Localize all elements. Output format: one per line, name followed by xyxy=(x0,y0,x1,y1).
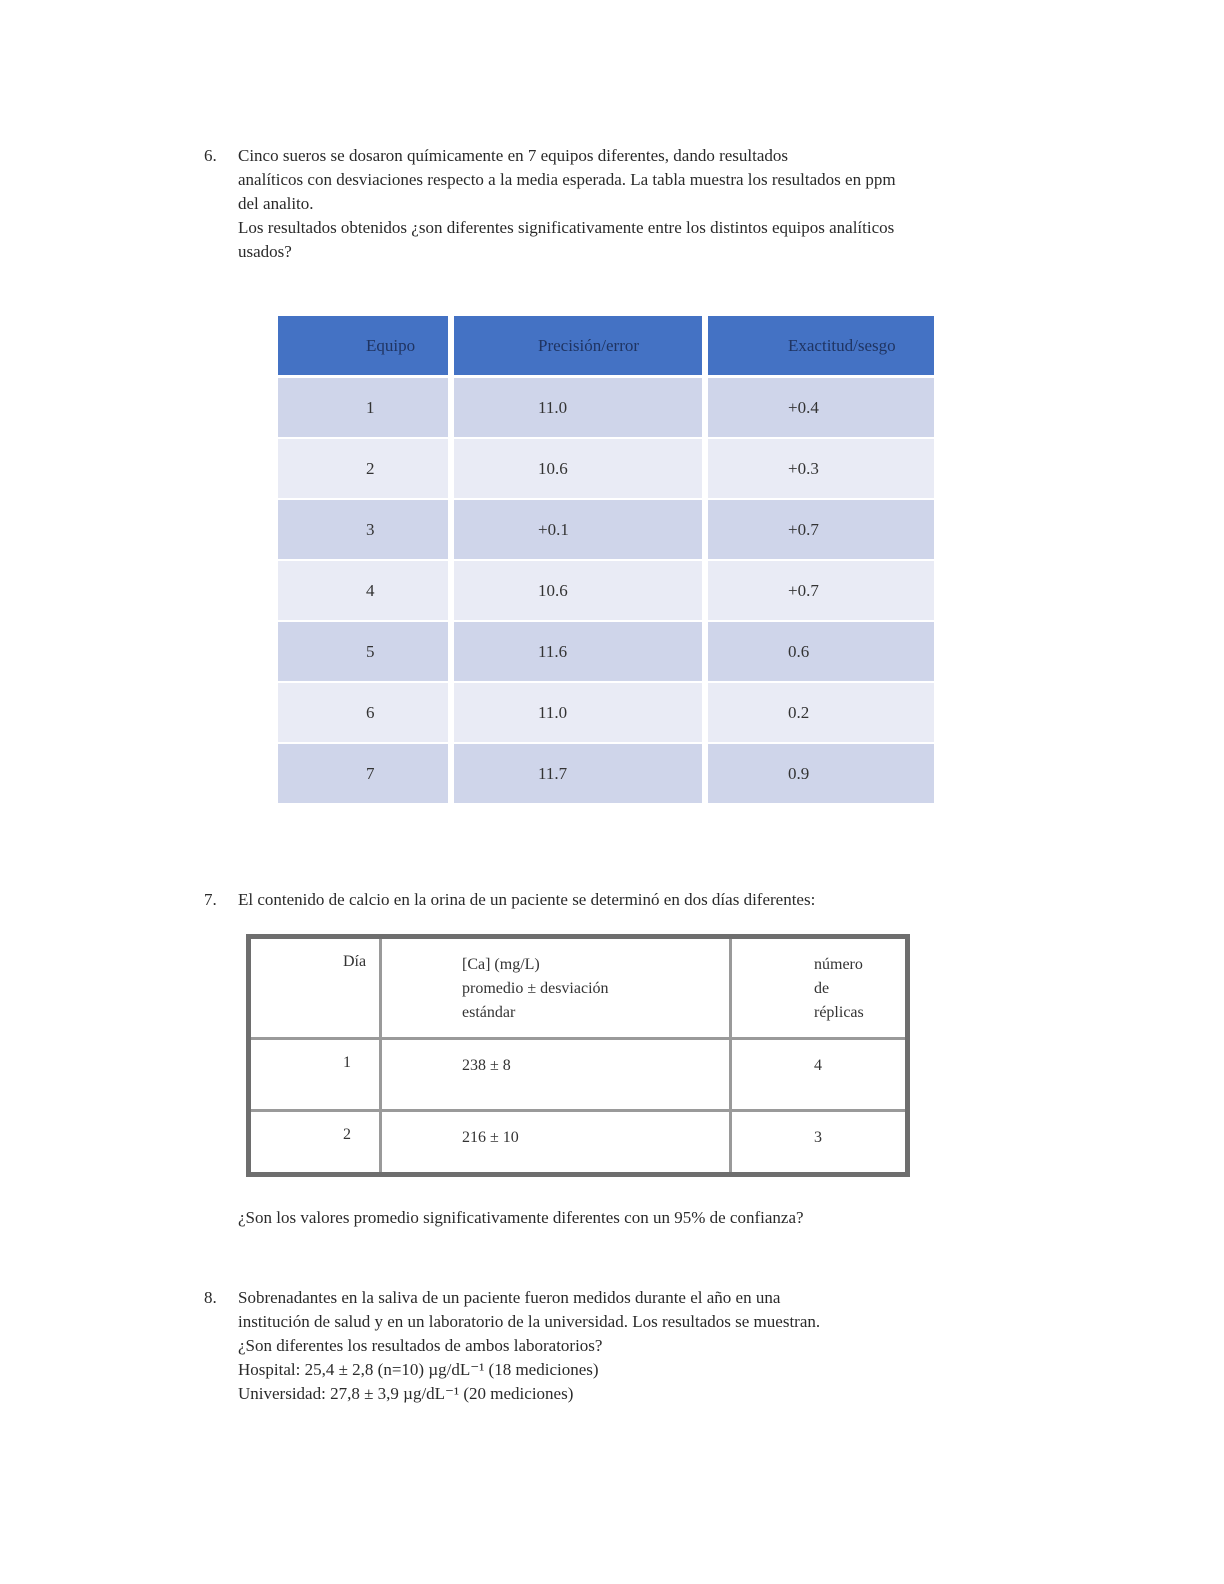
table-cell: +0.3 xyxy=(702,439,934,500)
table-cell: +0.4 xyxy=(702,378,934,439)
question-line: Sobrenadantes en la saliva de un paciente fueron medidos durante el año en una xyxy=(238,1288,781,1307)
table-row xyxy=(278,500,934,561)
question-line: del analito. xyxy=(238,194,314,213)
table-cell: 4 xyxy=(278,561,448,622)
table-cell: 11.6 xyxy=(448,622,702,683)
header-line: réplicas xyxy=(814,1004,864,1021)
table-cell: 216 ± 10 xyxy=(381,1111,731,1175)
header-line: [Ca] (mg/L) xyxy=(462,956,540,973)
column-header: Equipo xyxy=(278,316,448,378)
question-line: El contenido de calcio en la orina de un paciente se determinó en dos días diferentes: xyxy=(238,890,816,909)
question-text xyxy=(238,1286,820,1406)
table-cell: 5 xyxy=(278,622,448,683)
table-cell: 3 xyxy=(731,1111,908,1175)
table-cell: +0.7 xyxy=(702,500,934,561)
question-line: analíticos con desviaciones respecto a la media esperada. La tabla muestra los resultados en ppm xyxy=(238,170,896,189)
calcium-results-table xyxy=(246,934,910,1177)
table-row xyxy=(278,744,934,805)
table-row xyxy=(278,378,934,439)
table-cell: 2 xyxy=(249,1111,381,1175)
column-header: Precisión/error xyxy=(448,316,702,378)
question-line: usados? xyxy=(238,242,292,261)
table-header-row xyxy=(249,937,908,1039)
question-line: Cinco sueros se dosaron químicamente en 7 equipos diferentes, dando resultados xyxy=(238,146,789,165)
table-cell: 238 ± 8 xyxy=(381,1039,731,1111)
table-row xyxy=(278,683,934,744)
column-header: Día xyxy=(249,937,381,1039)
table-cell: 3 xyxy=(278,500,448,561)
table-cell: 1 xyxy=(278,378,448,439)
table-cell: 11.7 xyxy=(448,744,702,805)
table-cell: 10.6 xyxy=(448,439,702,500)
table-cell: 2 xyxy=(278,439,448,500)
equipment-results-table xyxy=(278,316,934,805)
question-number: 8. xyxy=(204,1288,217,1307)
question-text xyxy=(238,144,896,264)
column-header: Exactitud/sesgo xyxy=(702,316,934,378)
table-cell: 11.0 xyxy=(448,378,702,439)
header-line: estándar xyxy=(462,1004,516,1021)
question-line: Hospital: 25,4 ± 2,8 (n=10) µg/dL⁻¹ (18 mediciones) xyxy=(238,1360,599,1379)
header-line: de xyxy=(814,980,830,997)
question-line: institución de salud y en un laboratorio de la universidad. Los resultados se muestran. xyxy=(238,1312,821,1331)
table-cell: 7 xyxy=(278,744,448,805)
question-7-followup: ¿Son los valores promedio significativamente diferentes con un 95% de confianza? xyxy=(238,1208,804,1227)
header-line: número xyxy=(814,956,863,973)
table-row xyxy=(278,622,934,683)
column-header xyxy=(731,937,908,1039)
table-cell: 11.0 xyxy=(448,683,702,744)
table-row xyxy=(278,439,934,500)
question-number: 7. xyxy=(204,890,217,909)
table-row xyxy=(278,561,934,622)
table-row xyxy=(249,1111,908,1175)
table-cell: 0.6 xyxy=(702,622,934,683)
column-header xyxy=(381,937,731,1039)
table-cell: +0.1 xyxy=(448,500,702,561)
table-header-row xyxy=(278,316,934,378)
table-cell: 1 xyxy=(249,1039,381,1111)
question-text xyxy=(238,888,815,912)
table-cell: 4 xyxy=(731,1039,908,1111)
question-number: 6. xyxy=(204,146,217,165)
question-line: Los resultados obtenidos ¿son diferentes significativamente entre los distintos equipos analíticos xyxy=(238,218,895,237)
table-cell: 10.6 xyxy=(448,561,702,622)
table-cell: +0.7 xyxy=(702,561,934,622)
question-line: ¿Son diferentes los resultados de ambos laboratorios? xyxy=(238,1336,603,1355)
table-cell: 0.9 xyxy=(702,744,934,805)
table-row xyxy=(249,1039,908,1111)
header-line: promedio ± desviación xyxy=(462,980,609,997)
question-line: Universidad: 27,8 ± 3,9 µg/dL⁻¹ (20 mediciones) xyxy=(238,1384,574,1403)
table-cell: 6 xyxy=(278,683,448,744)
table-cell: 0.2 xyxy=(702,683,934,744)
